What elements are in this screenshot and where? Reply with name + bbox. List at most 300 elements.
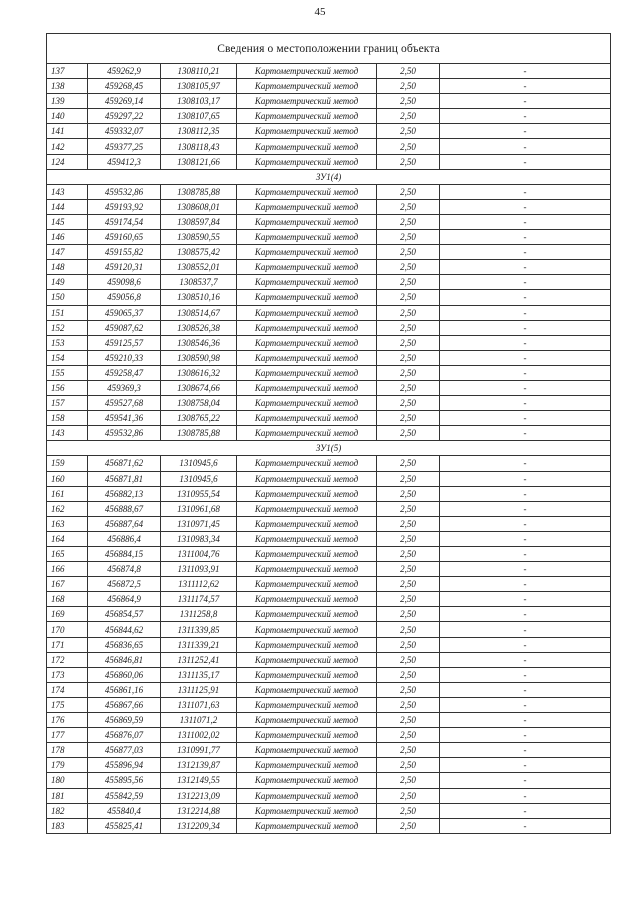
method-cell: Картометрический метод (237, 305, 377, 320)
boundary-coordinates-table (46, 33, 611, 834)
method-cell: Картометрический метод (237, 124, 377, 139)
accuracy-cell: 2,50 (377, 456, 440, 471)
x-coordinate-cell: 459098,6 (88, 275, 161, 290)
note-cell: - (440, 109, 611, 124)
method-cell: Картометрический метод (237, 365, 377, 380)
y-coordinate-cell: 1311093,91 (161, 562, 237, 577)
x-coordinate-cell: 459065,37 (88, 305, 161, 320)
note-cell: - (440, 758, 611, 773)
x-coordinate-cell: 456871,81 (88, 471, 161, 486)
table-row (47, 245, 611, 260)
x-coordinate-cell: 459541,36 (88, 411, 161, 426)
note-cell: - (440, 139, 611, 154)
accuracy-cell: 2,50 (377, 199, 440, 214)
accuracy-cell: 2,50 (377, 562, 440, 577)
note-cell: - (440, 275, 611, 290)
x-coordinate-cell: 459527,68 (88, 396, 161, 411)
method-cell: Картометрический метод (237, 486, 377, 501)
note-cell: - (440, 728, 611, 743)
accuracy-cell: 2,50 (377, 607, 440, 622)
x-coordinate-cell: 456887,64 (88, 516, 161, 531)
y-coordinate-cell: 1308546,36 (161, 335, 237, 350)
method-cell: Картометрический метод (237, 139, 377, 154)
note-cell: - (440, 577, 611, 592)
table-row (47, 94, 611, 109)
accuracy-cell: 2,50 (377, 486, 440, 501)
y-coordinate-cell: 1311004,76 (161, 547, 237, 562)
method-cell: Картометрический метод (237, 562, 377, 577)
method-cell: Картометрический метод (237, 728, 377, 743)
method-cell: Картометрический метод (237, 818, 377, 833)
y-coordinate-cell: 1310961,68 (161, 501, 237, 516)
point-number-cell: 171 (47, 637, 88, 652)
point-number-cell: 143 (47, 426, 88, 441)
method-cell: Картометрический метод (237, 531, 377, 546)
table-row (47, 667, 611, 682)
table-row (47, 607, 611, 622)
y-coordinate-cell: 1308590,98 (161, 350, 237, 365)
accuracy-cell: 2,50 (377, 245, 440, 260)
note-cell: - (440, 531, 611, 546)
method-cell: Картометрический метод (237, 109, 377, 124)
method-cell: Картометрический метод (237, 592, 377, 607)
accuracy-cell: 2,50 (377, 214, 440, 229)
point-number-cell: 149 (47, 275, 88, 290)
y-coordinate-cell: 1308785,88 (161, 426, 237, 441)
method-cell: Картометрический метод (237, 773, 377, 788)
point-number-cell: 157 (47, 396, 88, 411)
y-coordinate-cell: 1308765,22 (161, 411, 237, 426)
y-coordinate-cell: 1311252,41 (161, 652, 237, 667)
section-header-row (47, 169, 611, 184)
accuracy-cell: 2,50 (377, 547, 440, 562)
table-row (47, 697, 611, 712)
note-cell: - (440, 230, 611, 245)
table-row (47, 758, 611, 773)
note-cell: - (440, 290, 611, 305)
y-coordinate-cell: 1312139,87 (161, 758, 237, 773)
note-cell: - (440, 743, 611, 758)
point-number-cell: 172 (47, 652, 88, 667)
table-row (47, 803, 611, 818)
accuracy-cell: 2,50 (377, 380, 440, 395)
table-row (47, 516, 611, 531)
method-cell: Картометрический метод (237, 456, 377, 471)
table-row (47, 773, 611, 788)
accuracy-cell: 2,50 (377, 471, 440, 486)
y-coordinate-cell: 1308597,84 (161, 214, 237, 229)
note-cell: - (440, 320, 611, 335)
method-cell: Картометрический метод (237, 320, 377, 335)
x-coordinate-cell: 455825,41 (88, 818, 161, 833)
point-number-cell: 147 (47, 245, 88, 260)
point-number-cell: 168 (47, 592, 88, 607)
point-number-cell: 137 (47, 64, 88, 79)
method-cell: Картометрический метод (237, 79, 377, 94)
method-cell: Картометрический метод (237, 471, 377, 486)
note-cell: - (440, 245, 611, 260)
page-number: 45 (314, 6, 326, 18)
method-cell: Картометрический метод (237, 607, 377, 622)
method-cell: Картометрический метод (237, 199, 377, 214)
point-number-cell: 162 (47, 501, 88, 516)
table-row (47, 456, 611, 471)
x-coordinate-cell: 456860,06 (88, 667, 161, 682)
point-number-cell: 146 (47, 230, 88, 245)
accuracy-cell: 2,50 (377, 592, 440, 607)
accuracy-cell: 2,50 (377, 803, 440, 818)
table-row (47, 396, 611, 411)
accuracy-cell: 2,50 (377, 622, 440, 637)
y-coordinate-cell: 1310971,45 (161, 516, 237, 531)
note-cell: - (440, 803, 611, 818)
table-row (47, 199, 611, 214)
note-cell: - (440, 305, 611, 320)
y-coordinate-cell: 1312209,34 (161, 818, 237, 833)
point-number-cell: 159 (47, 456, 88, 471)
x-coordinate-cell: 456864,9 (88, 592, 161, 607)
point-number-cell: 154 (47, 350, 88, 365)
table-row (47, 335, 611, 350)
point-number-cell: 179 (47, 758, 88, 773)
accuracy-cell: 2,50 (377, 109, 440, 124)
point-number-cell: 163 (47, 516, 88, 531)
accuracy-cell: 2,50 (377, 426, 440, 441)
note-cell: - (440, 124, 611, 139)
x-coordinate-cell: 455896,94 (88, 758, 161, 773)
point-number-cell: 139 (47, 94, 88, 109)
table-row (47, 486, 611, 501)
note-cell: - (440, 547, 611, 562)
method-cell: Картометрический метод (237, 697, 377, 712)
y-coordinate-cell: 1308674,66 (161, 380, 237, 395)
method-cell: Картометрический метод (237, 230, 377, 245)
accuracy-cell: 2,50 (377, 124, 440, 139)
y-coordinate-cell: 1311174,57 (161, 592, 237, 607)
y-coordinate-cell: 1308103,17 (161, 94, 237, 109)
accuracy-cell: 2,50 (377, 79, 440, 94)
y-coordinate-cell: 1310945,6 (161, 471, 237, 486)
accuracy-cell: 2,50 (377, 411, 440, 426)
x-coordinate-cell: 459193,92 (88, 199, 161, 214)
x-coordinate-cell: 459056,8 (88, 290, 161, 305)
note-cell: - (440, 184, 611, 199)
y-coordinate-cell: 1308608,01 (161, 199, 237, 214)
method-cell: Картометрический метод (237, 184, 377, 199)
note-cell: - (440, 713, 611, 728)
point-number-cell: 138 (47, 79, 88, 94)
table-row (47, 501, 611, 516)
x-coordinate-cell: 459269,14 (88, 94, 161, 109)
x-coordinate-cell: 459160,65 (88, 230, 161, 245)
y-coordinate-cell: 1308785,88 (161, 184, 237, 199)
method-cell: Картометрический метод (237, 652, 377, 667)
accuracy-cell: 2,50 (377, 516, 440, 531)
accuracy-cell: 2,50 (377, 260, 440, 275)
table-row (47, 230, 611, 245)
note-cell: - (440, 335, 611, 350)
x-coordinate-cell: 459268,45 (88, 79, 161, 94)
point-number-cell: 156 (47, 380, 88, 395)
accuracy-cell: 2,50 (377, 94, 440, 109)
note-cell: - (440, 79, 611, 94)
y-coordinate-cell: 1311125,91 (161, 682, 237, 697)
table-row (47, 471, 611, 486)
accuracy-cell: 2,50 (377, 773, 440, 788)
y-coordinate-cell: 1310945,6 (161, 456, 237, 471)
x-coordinate-cell: 456861,16 (88, 682, 161, 697)
point-number-cell: 181 (47, 788, 88, 803)
point-number-cell: 158 (47, 411, 88, 426)
method-cell: Картометрический метод (237, 214, 377, 229)
x-coordinate-cell: 456872,5 (88, 577, 161, 592)
y-coordinate-cell: 1308510,16 (161, 290, 237, 305)
x-coordinate-cell: 456867,66 (88, 697, 161, 712)
accuracy-cell: 2,50 (377, 713, 440, 728)
point-number-cell: 145 (47, 214, 88, 229)
method-cell: Картометрический метод (237, 426, 377, 441)
method-cell: Картометрический метод (237, 803, 377, 818)
table-row (47, 109, 611, 124)
note-cell: - (440, 667, 611, 682)
y-coordinate-cell: 1310991,77 (161, 743, 237, 758)
x-coordinate-cell: 459262,9 (88, 64, 161, 79)
x-coordinate-cell: 459332,07 (88, 124, 161, 139)
point-number-cell: 166 (47, 562, 88, 577)
accuracy-cell: 2,50 (377, 788, 440, 803)
point-number-cell: 142 (47, 139, 88, 154)
accuracy-cell: 2,50 (377, 531, 440, 546)
method-cell: Картометрический метод (237, 154, 377, 169)
x-coordinate-cell: 456877,03 (88, 743, 161, 758)
table-row (47, 350, 611, 365)
note-cell: - (440, 365, 611, 380)
method-cell: Картометрический метод (237, 245, 377, 260)
table-row (47, 275, 611, 290)
x-coordinate-cell: 459532,86 (88, 184, 161, 199)
y-coordinate-cell: 1311071,63 (161, 697, 237, 712)
note-cell: - (440, 501, 611, 516)
x-coordinate-cell: 456854,57 (88, 607, 161, 622)
method-cell: Картометрический метод (237, 547, 377, 562)
point-number-cell: 164 (47, 531, 88, 546)
table-row (47, 154, 611, 169)
method-cell: Картометрический метод (237, 396, 377, 411)
accuracy-cell: 2,50 (377, 667, 440, 682)
note-cell: - (440, 396, 611, 411)
y-coordinate-cell: 1311258,8 (161, 607, 237, 622)
table-row (47, 577, 611, 592)
method-cell: Картометрический метод (237, 411, 377, 426)
point-number-cell: 151 (47, 305, 88, 320)
table-row (47, 214, 611, 229)
method-cell: Картометрический метод (237, 667, 377, 682)
table-title-row (47, 34, 611, 64)
table-row (47, 139, 611, 154)
x-coordinate-cell: 456888,67 (88, 501, 161, 516)
method-cell: Картометрический метод (237, 743, 377, 758)
table-row (47, 531, 611, 546)
x-coordinate-cell: 459087,62 (88, 320, 161, 335)
point-number-cell: 148 (47, 260, 88, 275)
table-row (47, 380, 611, 395)
section-header-row (47, 441, 611, 456)
x-coordinate-cell: 459297,22 (88, 109, 161, 124)
note-cell: - (440, 94, 611, 109)
note-cell: - (440, 682, 611, 697)
y-coordinate-cell: 1311002,02 (161, 728, 237, 743)
note-cell: - (440, 456, 611, 471)
x-coordinate-cell: 456874,8 (88, 562, 161, 577)
table-row (47, 320, 611, 335)
accuracy-cell: 2,50 (377, 335, 440, 350)
y-coordinate-cell: 1311339,21 (161, 637, 237, 652)
y-coordinate-cell: 1308107,65 (161, 109, 237, 124)
table-row (47, 743, 611, 758)
note-cell: - (440, 516, 611, 531)
note-cell: - (440, 260, 611, 275)
y-coordinate-cell: 1312214,88 (161, 803, 237, 818)
method-cell: Картометрический метод (237, 788, 377, 803)
table-row (47, 305, 611, 320)
x-coordinate-cell: 455842,59 (88, 788, 161, 803)
x-coordinate-cell: 456846,81 (88, 652, 161, 667)
x-coordinate-cell: 459412,3 (88, 154, 161, 169)
accuracy-cell: 2,50 (377, 350, 440, 365)
point-number-cell: 174 (47, 682, 88, 697)
note-cell: - (440, 471, 611, 486)
point-number-cell: 141 (47, 124, 88, 139)
note-cell: - (440, 411, 611, 426)
y-coordinate-cell: 1311339,85 (161, 622, 237, 637)
note-cell: - (440, 214, 611, 229)
note-cell: - (440, 64, 611, 79)
method-cell: Картометрический метод (237, 94, 377, 109)
y-coordinate-cell: 1312149,55 (161, 773, 237, 788)
accuracy-cell: 2,50 (377, 139, 440, 154)
note-cell: - (440, 380, 611, 395)
y-coordinate-cell: 1308105,97 (161, 79, 237, 94)
accuracy-cell: 2,50 (377, 184, 440, 199)
y-coordinate-cell: 1308552,01 (161, 260, 237, 275)
y-coordinate-cell: 1312213,09 (161, 788, 237, 803)
accuracy-cell: 2,50 (377, 305, 440, 320)
y-coordinate-cell: 1310955,54 (161, 486, 237, 501)
point-number-cell: 176 (47, 713, 88, 728)
method-cell: Картометрический метод (237, 713, 377, 728)
method-cell: Картометрический метод (237, 516, 377, 531)
y-coordinate-cell: 1311135,17 (161, 667, 237, 682)
table-row (47, 637, 611, 652)
note-cell: - (440, 773, 611, 788)
x-coordinate-cell: 456884,15 (88, 547, 161, 562)
x-coordinate-cell: 456882,13 (88, 486, 161, 501)
method-cell: Картометрический метод (237, 622, 377, 637)
accuracy-cell: 2,50 (377, 652, 440, 667)
table-row (47, 290, 611, 305)
method-cell: Картометрический метод (237, 682, 377, 697)
x-coordinate-cell: 456886,4 (88, 531, 161, 546)
table-row (47, 652, 611, 667)
x-coordinate-cell: 459532,86 (88, 426, 161, 441)
accuracy-cell: 2,50 (377, 230, 440, 245)
x-coordinate-cell: 456871,62 (88, 456, 161, 471)
point-number-cell: 160 (47, 471, 88, 486)
table-row (47, 260, 611, 275)
table-row (47, 818, 611, 833)
table-row (47, 713, 611, 728)
table-row (47, 124, 611, 139)
x-coordinate-cell: 459377,25 (88, 139, 161, 154)
y-coordinate-cell: 1308526,38 (161, 320, 237, 335)
accuracy-cell: 2,50 (377, 637, 440, 652)
note-cell: - (440, 697, 611, 712)
x-coordinate-cell: 459125,57 (88, 335, 161, 350)
y-coordinate-cell: 1310983,34 (161, 531, 237, 546)
note-cell: - (440, 199, 611, 214)
x-coordinate-cell: 459258,47 (88, 365, 161, 380)
table-row (47, 728, 611, 743)
y-coordinate-cell: 1308575,42 (161, 245, 237, 260)
y-coordinate-cell: 1311112,62 (161, 577, 237, 592)
accuracy-cell: 2,50 (377, 290, 440, 305)
table-row (47, 788, 611, 803)
table-row (47, 547, 611, 562)
table-row (47, 562, 611, 577)
point-number-cell: 143 (47, 184, 88, 199)
table-row (47, 411, 611, 426)
y-coordinate-cell: 1308118,43 (161, 139, 237, 154)
note-cell: - (440, 818, 611, 833)
table-row (47, 184, 611, 199)
point-number-cell: 150 (47, 290, 88, 305)
accuracy-cell: 2,50 (377, 320, 440, 335)
note-cell: - (440, 486, 611, 501)
point-number-cell: 153 (47, 335, 88, 350)
x-coordinate-cell: 459210,33 (88, 350, 161, 365)
accuracy-cell: 2,50 (377, 365, 440, 380)
method-cell: Картометрический метод (237, 577, 377, 592)
accuracy-cell: 2,50 (377, 64, 440, 79)
table-row (47, 79, 611, 94)
point-number-cell: 182 (47, 803, 88, 818)
table-row (47, 622, 611, 637)
table-row (47, 64, 611, 79)
point-number-cell: 167 (47, 577, 88, 592)
table-row (47, 682, 611, 697)
method-cell: Картометрический метод (237, 275, 377, 290)
method-cell: Картометрический метод (237, 758, 377, 773)
point-number-cell: 161 (47, 486, 88, 501)
accuracy-cell: 2,50 (377, 396, 440, 411)
table-row (47, 592, 611, 607)
method-cell: Картометрический метод (237, 637, 377, 652)
point-number-cell: 169 (47, 607, 88, 622)
x-coordinate-cell: 456869,59 (88, 713, 161, 728)
method-cell: Картометрический метод (237, 350, 377, 365)
x-coordinate-cell: 455840,4 (88, 803, 161, 818)
method-cell: Картометрический метод (237, 290, 377, 305)
note-cell: - (440, 607, 611, 622)
note-cell: - (440, 154, 611, 169)
accuracy-cell: 2,50 (377, 728, 440, 743)
y-coordinate-cell: 1308110,21 (161, 64, 237, 79)
point-number-cell: 175 (47, 697, 88, 712)
table-row (47, 426, 611, 441)
note-cell: - (440, 652, 611, 667)
method-cell: Картометрический метод (237, 335, 377, 350)
accuracy-cell: 2,50 (377, 154, 440, 169)
